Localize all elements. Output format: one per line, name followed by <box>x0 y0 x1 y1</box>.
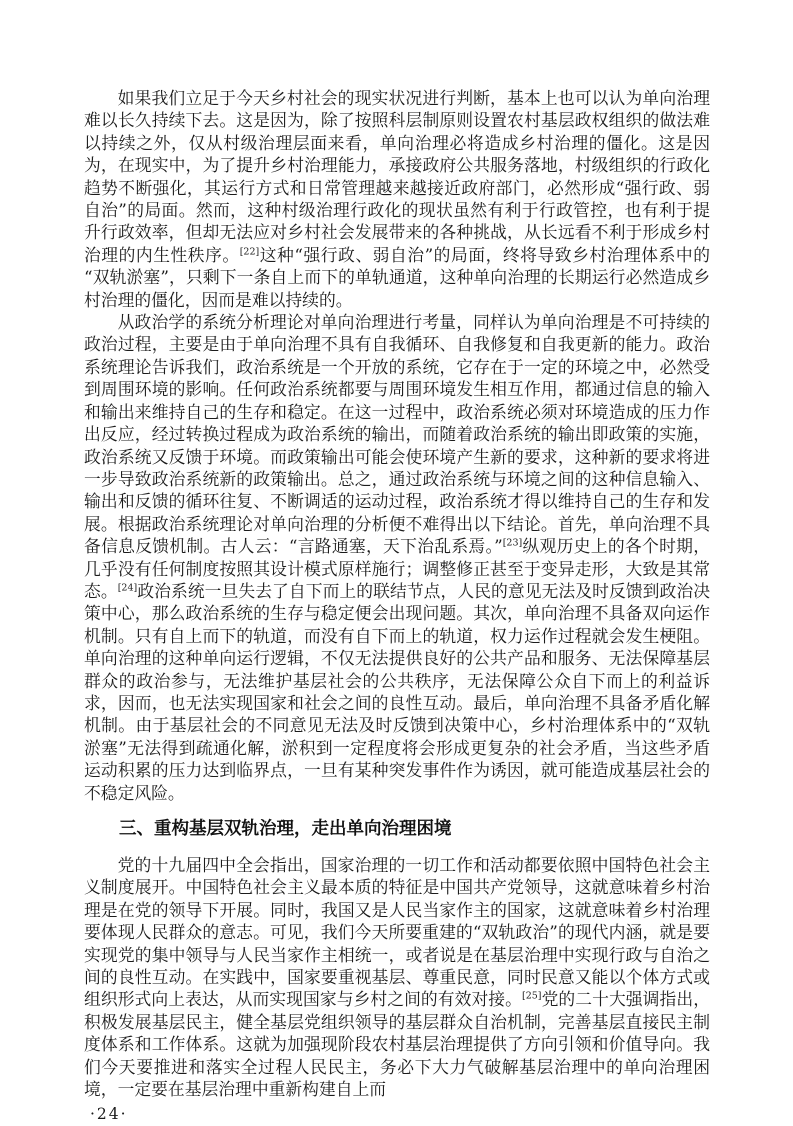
section-heading-three: 三、重构基层双轨治理，走出单向治理困境 <box>119 818 452 838</box>
footnote-ref-24: [24] <box>117 582 138 594</box>
paragraph-text: 纵观历史上的各个时期，几乎没有任何制度按照其设计模式原样施行；调整修正甚至于变异走形，大致是其常态。 <box>84 536 710 601</box>
paragraph-systems-analysis <box>84 311 710 804</box>
footnote-ref-25: [25] <box>522 990 542 1002</box>
footnote-ref-23: [23] <box>502 537 523 549</box>
page-number: ·24· <box>90 1105 128 1124</box>
paragraph-text: 党的十九届四中全会指出，国家治理的一切工作和活动都要依照中国特色社会主义制度展开。中国特色社会主义最本质的特征是中国共产党领导，这就意味着乡村治理是在党的领导下开展。同时，我国又是人民当家作主的国家，这就意味着乡村治理要体现人民群众的意志。可见，我们今天所要重建的“双轨政治”的现代内涵，就是要实现党的集中领导与人民当家作主相统一，或者说是在基层治理中实现行政与自治之间的良性互动。在实践中，国家要重视基层、尊重民意，同时民意又能以个体方式或组织形式向上表达，从而实现国家与乡村之间的有效对接。 <box>84 855 710 1010</box>
paragraph-text: 这种“强行政、弱自治”的局面，终将导致乡村治理体系中的“双轨淤塞”，只剩下一条自上而下的单轨通道，这种单向治理的长期运行必然造成乡村治理的僵化，因而是难以持续的。 <box>84 244 710 310</box>
paragraph-single-governance-unsustainable <box>84 87 710 311</box>
paragraph-text: 如果我们立足于今天乡村社会的现实状况进行判断，基本上也可以认为单向治理难以长久持续下去。这是因为，除了按照科层制原则设置农村基层政权组织的做法难以持续之外，仅从村级治理层面来看，单向治理必将造成乡村治理的僵化。这是因为，在现实中，为了提升乡村治理能力，承接政府公共服务落地，村级组织的行政化趋势不断强化，其运行方式和日常管理越来越接近政府部门，必然形成“强行政、弱自治”的局面。然而，这种村级治理行政化的现状虽然有利于行政管控，也有利于提升行政效率，但却无法应对乡村社会发展带来的各种挑战，从长远看不利于形成乡村治理的内生性秩序。 <box>84 88 710 265</box>
paragraph-text: 从政治学的系统分析理论对单向治理进行考量，同样认为单向治理是不可持续的政治过程，主要是由于单向治理不具有自我循环、自我修复和自我更新的能力。政治系统理论告诉我们，政治系统是一个开放的系统，它存在于一定的环境之中，必然受到周围环境的影响。任何政治系统都要与周围环境发生相互作用，都通过信息的输入和输出来维持自己的生存和稳定。在这一过程中，政治系统必须对环境造成的压力作出反应，经过转换过程成为政治系统的输出，而随着政治系统的输出即政策的实施，政治系统又反馈于环境。而政策输出可能会使环境产生新的要求，这种新的要求将进一步导致政治系统新的政策输出。总之，通过政治系统与环境之间的这种信息输入、输出和反馈的循环往复、不断调适的运动过程，政治系统才得以维持自己的生存和发展。根据政治系统理论对单向治理的分析便不难得出以下结论。首先，单向治理不具备信息反馈机制。古人云：“言路通塞，天下治乱系焉。” <box>84 312 710 557</box>
paragraph-text: 党的二十大强调指出，积极发展基层民主，健全基层党组织领导的基层群众自治机制，完善基层直接民主制度体系和工作体系。这就为加强现阶段农村基层治理提供了方向引领和价值导向。我们今天要推进和落实全过程人民民主，务必下大力气破解基层治理中的单向治理困境，一定要在基层治理中重新构建自上而 <box>84 989 710 1100</box>
footnote-ref-22: [22] <box>239 246 260 258</box>
paragraph-text: 政治系统一旦失去了自下而上的联结节点，人民的意见无法及时反馈到政治决策中心，那么政治系统的生存与稳定便会出现问题。其次，单向治理不具备双向运作机制。只有自上而下的轨道，而没有自下而上的轨道，权力运作过程就会发生梗阻。单向治理的这种单向运行逻辑，不仅无法提供良好的公共产品和服务、无法保障基层群众的政治参与，无法维护基层社会的公共秩序，无法保障公众自下而上的利益诉求，因而，也无法实现国家和社会之间的良性互动。最后，单向治理不具备矛盾化解机制。由于基层社会的不同意见无法及时反馈到决策中心，乡村治理体系中的“双轨淤塞”无法得到疏通化解，淤积到一定程度将会形成更复杂的社会矛盾，当这些矛盾运动积累的压力达到临界点，一旦有某种突发事件作为诱因，就可能造成基层社会的不稳定风险。 <box>84 580 710 803</box>
paragraph-rebuild-dual-track <box>84 854 710 1100</box>
